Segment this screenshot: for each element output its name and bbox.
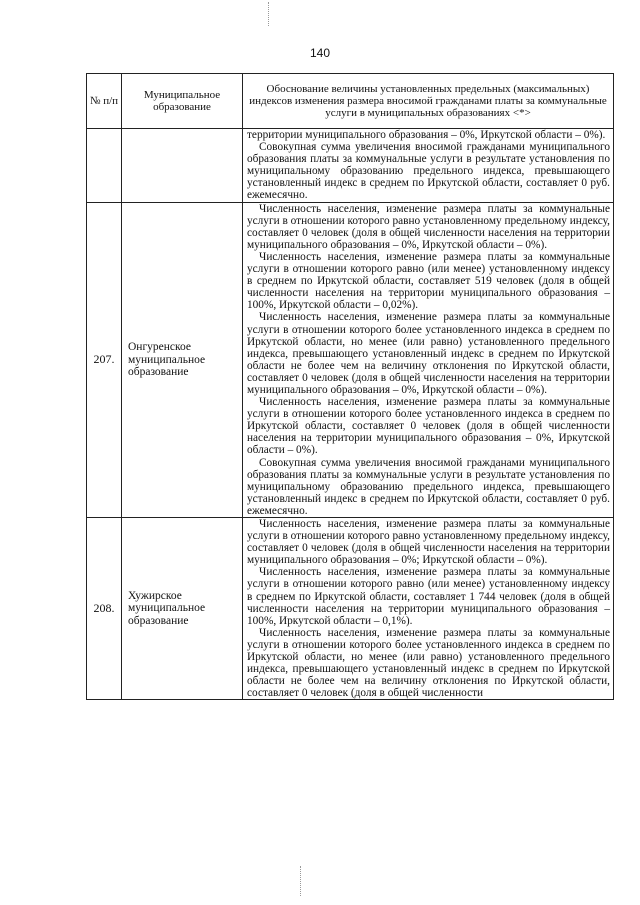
table-row — [87, 129, 614, 203]
justification-paragraph: Численность населения, изменение размера платы за коммунальные услуги в отношении которого равно (или менее) установленному индексу в среднем по Иркутской области, составляет 1 744 человек (доля в общей численности населения на территории муниципального образования – 100%, Иркутской области – 0,1%). — [247, 566, 610, 627]
justification-paragraph: Совокупная сумма увеличения вносимой гражданами муниципального образования платы за коммунальные услуги в результате установления по муниципальному образованию предельного индекса, превышающего установленный индекс в среднем по Иркутской области, составляет 0 руб. ежемесячно. — [247, 456, 610, 517]
table-header-row — [87, 74, 614, 129]
table-row — [87, 518, 614, 700]
row-number: 207. — [87, 202, 122, 517]
row-justification — [243, 202, 614, 517]
justification-paragraph: Численность населения, изменение размера платы за коммунальные услуги в отношении которого равно установленному предельному индексу, составляет 0 человек (доля в общей численности населения на территории муниципального образования – 0%, Иркутской области – 0%). — [247, 202, 610, 251]
justification-paragraph: территории муниципального образования – 0%, Иркутской области – 0%). — [247, 129, 606, 141]
scan-artifact-bottom — [300, 866, 315, 896]
row-number — [87, 129, 122, 203]
justification-paragraph: Численность населения, изменение размера платы за коммунальные услуги в отношении которого более установленного индекса в среднем по Иркутской области, но менее (или равно) установленного предельного индекса, превышающего установленный индекс в среднем по Иркутской области не более чем на величину отклонения по Иркутской области, составляет 0 человек (доля в общей численности — [247, 626, 610, 700]
header-justification: Обоснование величины установленных предельных (максимальных) индексов изменения размера вносимой гражданами платы за коммунальные услуги в муниципальных образованиях <*> — [243, 74, 614, 129]
index-justification-table — [86, 73, 614, 700]
row-municipality: Хужирское муниципальное образование — [122, 518, 243, 700]
justification-paragraph: Совокупная сумма увеличения вносимой гражданами муниципального образования платы за коммунальные услуги в результате установления по муниципальному образованию предельного индекса, превышающего установленный индекс в среднем по Иркутской области, составляет 0 руб. ежемесячно. — [247, 141, 610, 202]
justification-paragraph: Численность населения, изменение размера платы за коммунальные услуги в отношении которого равно (или менее) установленному индексу в среднем по Иркутской области, составляет 519 человек (доля в общей численности населения на территории муниципального образования – 100%, Иркутской области – 0,02%). — [247, 250, 610, 312]
scan-artifact-top — [268, 2, 281, 26]
table-row — [87, 202, 614, 517]
header-number: № п/п — [87, 74, 122, 129]
justification-paragraph: Численность населения, изменение размера платы за коммунальные услуги в отношении которого более установленного индекса в среднем по Иркутской области, составляет 0 человек (доля в общей численности населения на территории муниципального образования – 0%, Иркутской области – 0%). — [247, 396, 610, 457]
row-municipality — [122, 129, 243, 203]
row-justification — [243, 129, 614, 203]
row-municipality: Онгуренское муниципальное образование — [122, 202, 243, 517]
row-justification — [243, 518, 614, 700]
header-municipality: Муниципальное образование — [122, 74, 243, 129]
justification-paragraph: Численность населения, изменение размера платы за коммунальные услуги в отношении которого более установленного индекса в среднем по Иркутской области, но менее (или равно) установленного предельного индекса, превышающего установленный индекс в среднем по Иркутской области не более чем на величину отклонения по Иркутской области, составляет 0 человек (доля в общей численности населения на территории муниципального образования – 0%, Иркутской области – 0%). — [247, 311, 610, 396]
page-number: 140 — [309, 46, 331, 60]
row-number: 208. — [87, 518, 122, 700]
justification-paragraph: Численность населения, изменение размера платы за коммунальные услуги в отношении которого равно установленному предельному индексу, составляет 0 человек (доля в общей численности населения на территории муниципального образования – 0%; Иркутской области – 0%). — [247, 518, 610, 567]
